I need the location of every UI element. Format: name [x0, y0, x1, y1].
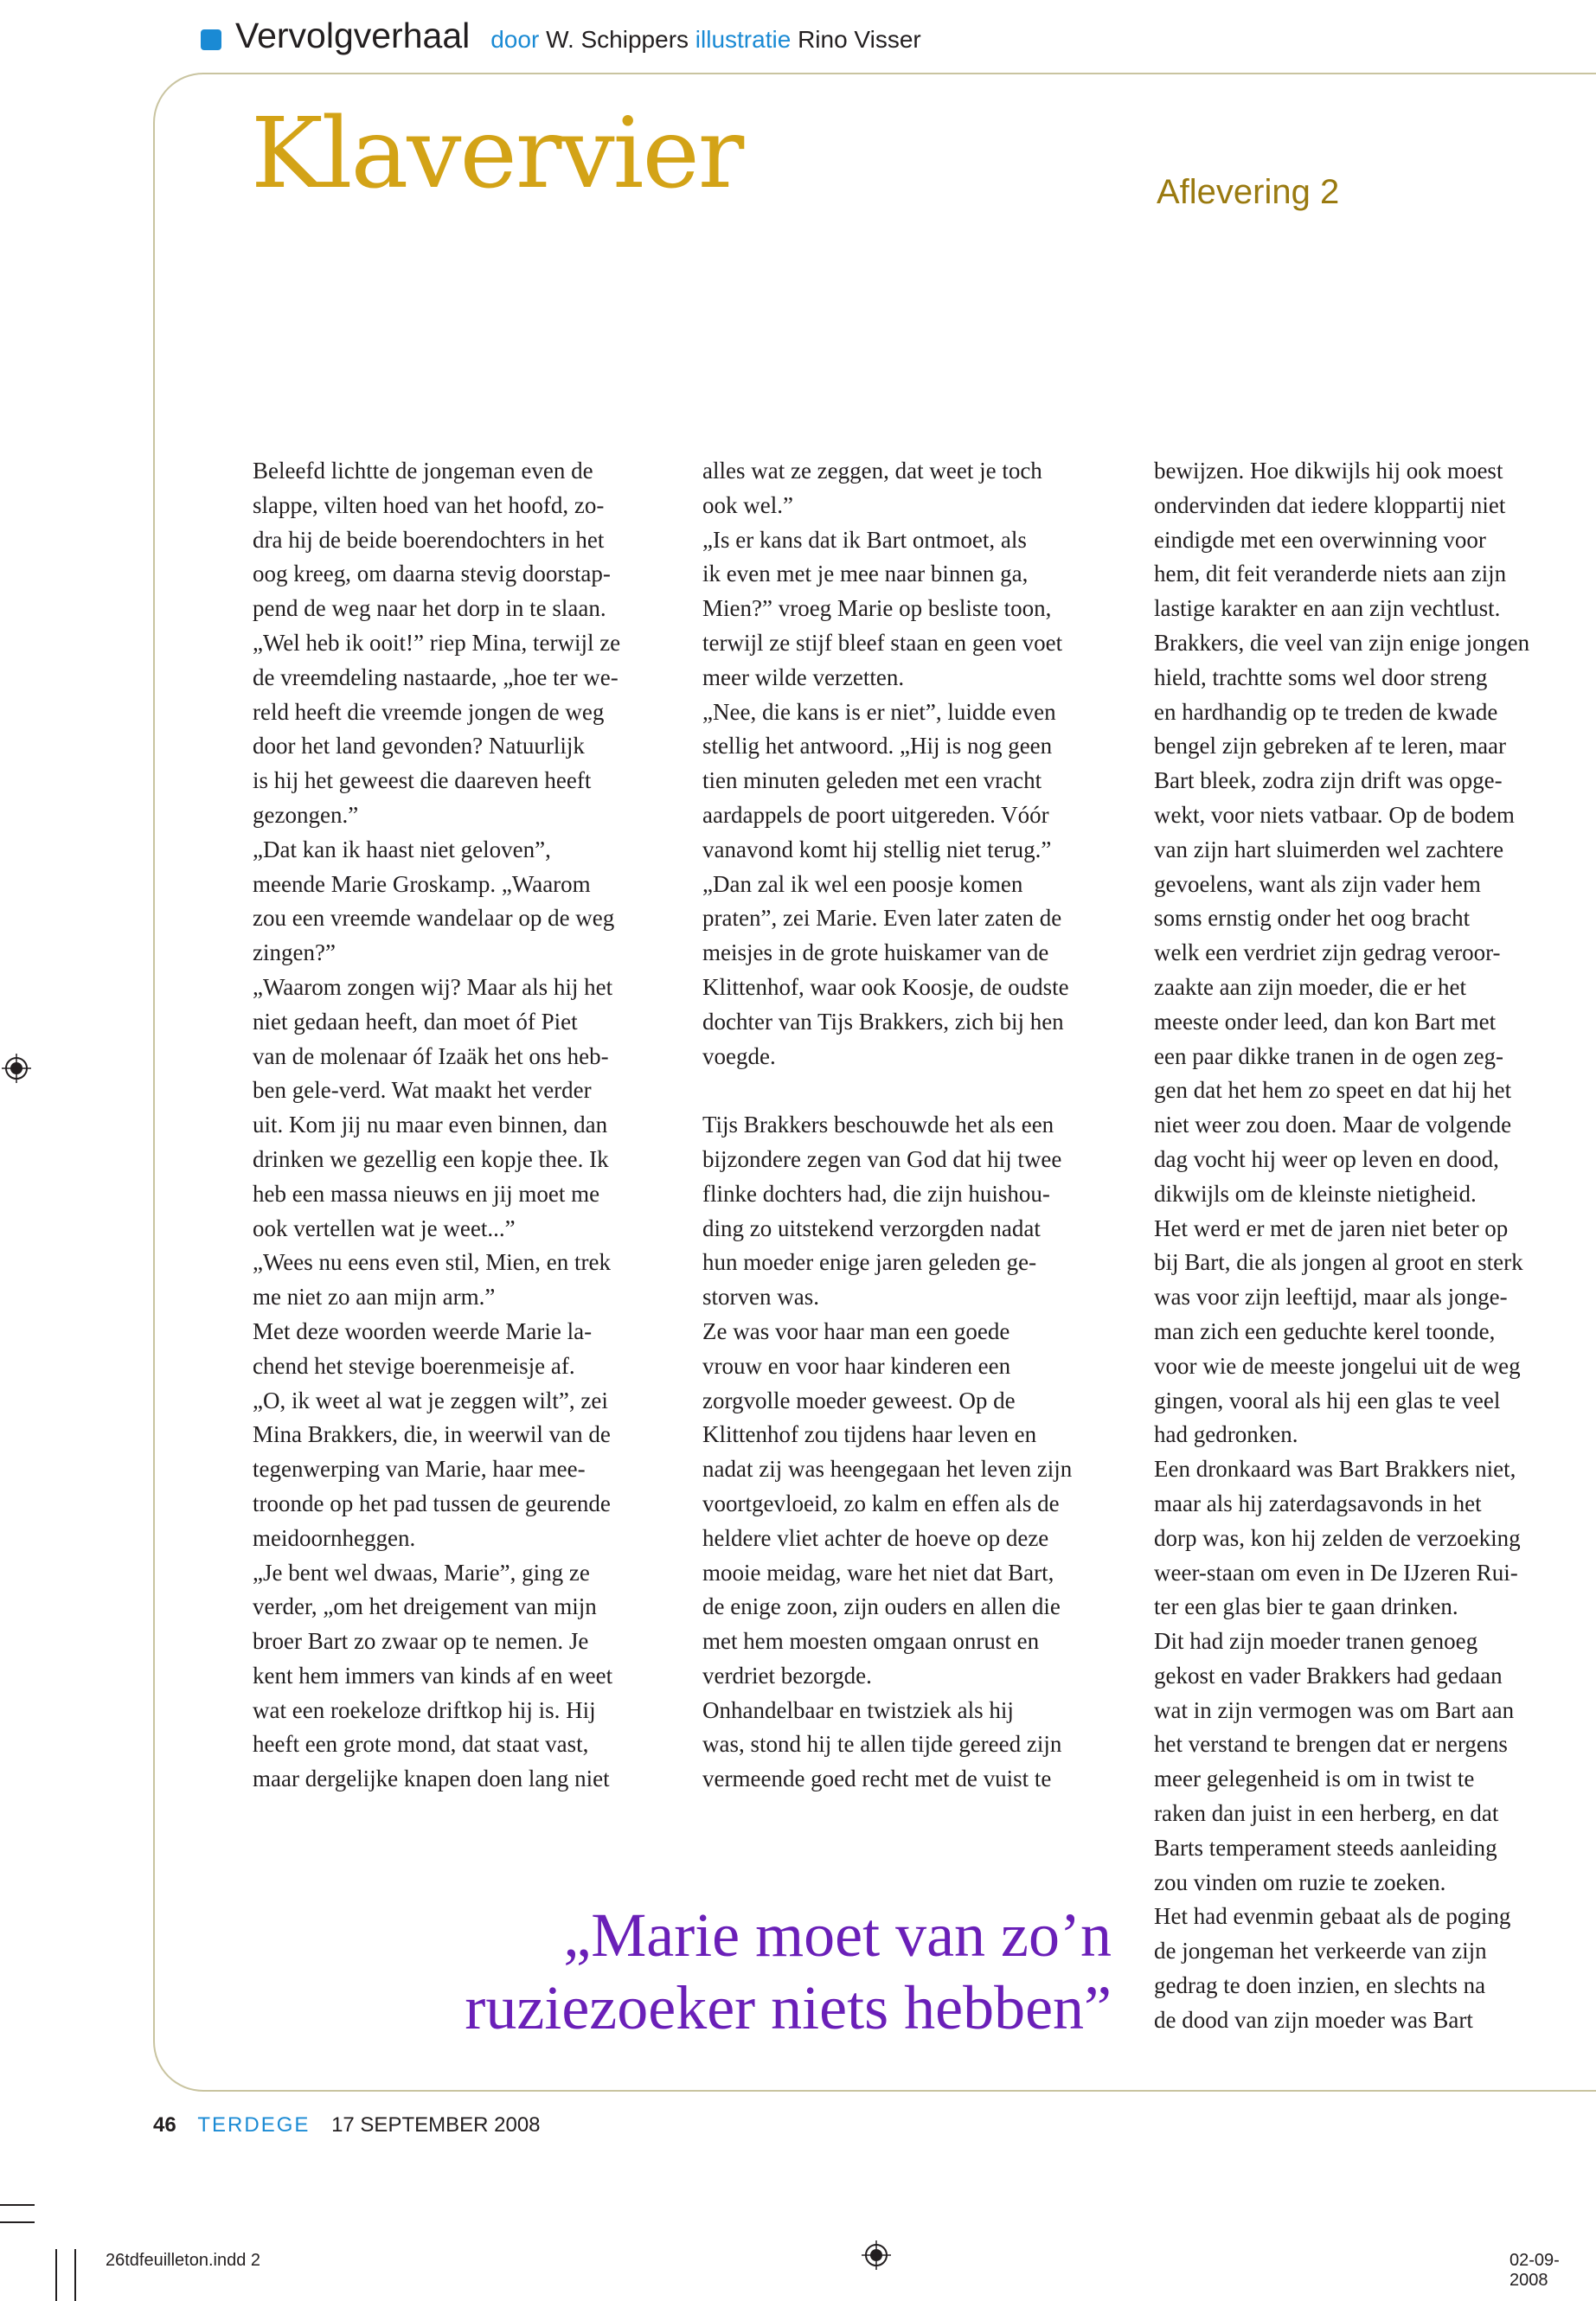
body-text-line: bijzondere zegen van God dat hij twee	[702, 1145, 1062, 1172]
text-column-2	[702, 454, 1126, 1797]
body-text-line: „Wel heb ik ooit!” riep Mina, terwijl ze	[253, 629, 621, 656]
body-text-line: welk een verdriet zijn gedrag veroor-	[1154, 939, 1501, 966]
body-text-line: ook vertellen wat je weet...”	[253, 1215, 516, 1241]
author-name: W. Schippers	[546, 26, 689, 53]
section-title: Vervolgverhaal	[235, 16, 471, 55]
text-column-1	[253, 454, 676, 1797]
page-number: 46	[153, 2113, 176, 2137]
body-text-line: het verstand te brengen dat er nergens	[1154, 1731, 1508, 1758]
body-text-line: „Waarom zongen wij? Maar als hij het	[253, 973, 613, 1000]
body-text-line: Brakkers, die veel van zijn enige jongen	[1154, 629, 1530, 656]
body-text-line: verder, „om het dreigement van mijn	[253, 1593, 597, 1620]
body-text-line: vrouw en voor haar kinderen een	[702, 1352, 1011, 1379]
body-text-line: niet gedaan heeft, dan moet óf Piet	[253, 1008, 578, 1035]
issue-date: 17 SEPTEMBER 2008	[331, 2113, 541, 2137]
body-text-line: aardappels de poort uitgereden. Vóór	[702, 801, 1049, 828]
body-text-line: „Nee, die kans is er niet”, luidde even	[702, 698, 1056, 725]
body-text-line: gedrag te doen inzien, en slechts na	[1154, 1972, 1486, 1999]
body-text-line: reld heeft die vreemde jongen de weg	[253, 698, 605, 725]
body-text-line: de vreemdeling nastaarde, „hoe ter we-	[253, 663, 619, 690]
body-text-line: was, stond hij te allen tijde gereed zijn	[702, 1731, 1062, 1758]
body-text-line: me niet zo aan mijn arm.”	[253, 1284, 496, 1311]
body-text-line: ondervinden dat iedere kloppartij niet	[1154, 491, 1506, 518]
body-text-line: en hardhandig op te treden de kwade	[1154, 698, 1498, 725]
slug-filename: 26tdfeuilleton.indd 2	[106, 2251, 261, 2270]
body-text-line: meer wilde verzetten.	[702, 663, 905, 690]
body-text-line: stellig het antwoord. „Hij is nog geen	[702, 733, 1053, 760]
body-text-line: „Je bent wel dwaas, Marie”, ging ze	[253, 1559, 590, 1586]
body-text-line: Mien?” vroeg Marie op besliste toon,	[702, 595, 1052, 622]
body-text-line: door het land gevonden? Natuurlijk	[253, 733, 585, 760]
body-text-line: wat een roekeloze driftkop hij is. Hij	[253, 1696, 596, 1723]
by-label: door	[490, 26, 540, 53]
pull-quote-line: „Marie moet van zo’n	[563, 1900, 1112, 1970]
body-text-line: voortgevloeid, zo kalm en effen als de	[702, 1490, 1060, 1516]
body-text-line: Dit had zijn moeder tranen genoeg	[1154, 1628, 1478, 1655]
body-text-line: hem, dit feit veranderde niets aan zijn	[1154, 561, 1507, 587]
body-text-line: ter een glas bier te gaan drinken.	[1154, 1593, 1458, 1620]
body-text-line: bij Bart, die als jongen al groot en sterk	[1154, 1249, 1523, 1276]
body-text-line: zorgvolle moeder geweest. Op de	[702, 1387, 1016, 1413]
body-text-line: ding zo uitstekend verzorgden nadat	[702, 1215, 1041, 1241]
body-text-line: van de molenaar óf Izaäk het ons heb-	[253, 1042, 609, 1069]
body-text-line: „Dat kan ik haast niet geloven”,	[253, 836, 551, 862]
body-text-line: slappe, vilten hoed van het hoofd, zo-	[253, 491, 605, 518]
body-text-line: Klittenhof, waar ook Koosje, de oudste	[702, 973, 1069, 1000]
body-text-line: de jongeman het verkeerde van zijn	[1154, 1938, 1487, 1965]
section-marker-icon	[201, 29, 221, 50]
body-text-line: tegenwerping van Marie, haar mee-	[253, 1456, 586, 1483]
body-text-line: voor wie de meeste jongelui uit de weg	[1154, 1352, 1521, 1379]
page-footer	[153, 2113, 541, 2138]
body-text-line: zou vinden om ruzie te zoeken.	[1154, 1868, 1446, 1895]
body-text-line: dag vocht hij weer op leven en dood,	[1154, 1145, 1499, 1172]
body-text-line: dikwijls om de kleinste nietigheid.	[1154, 1180, 1477, 1207]
body-text-line: maar dergelijke knapen doen lang niet	[253, 1766, 610, 1792]
body-text-line: Onhandelbaar en twistziek als hij	[702, 1696, 1014, 1723]
body-text-line: eindigde met een overwinning voor	[1154, 526, 1486, 553]
body-text-line: gevoelens, want als zijn vader hem	[1154, 870, 1481, 897]
illustration-label: illustratie	[695, 26, 792, 53]
body-text-line: ik even met je mee naar binnen ga,	[702, 561, 1029, 587]
body-text-line: man zich een geduchte kerel toonde,	[1154, 1317, 1496, 1344]
body-text-line: Het werd er met de jaren niet beter op	[1154, 1215, 1509, 1241]
article-title: Klavervier	[251, 98, 743, 210]
body-text-line: vanavond komt hij stellig niet terug.”	[702, 836, 1052, 862]
body-text-line: gingen, vooral als hij een glas te veel	[1154, 1387, 1501, 1413]
body-text-line: „Dan zal ik wel een poosje komen	[702, 870, 1023, 897]
body-text-line: Mina Brakkers, die, in weerwil van de	[253, 1421, 611, 1448]
body-text-line: maar als hij zaterdagsavonds in het	[1154, 1490, 1482, 1516]
body-text-line: Barts temperament steeds aanleiding	[1154, 1834, 1497, 1861]
body-text-line: Ze was voor haar man een goede	[702, 1317, 1010, 1344]
body-text-line: Beleefd lichtte de jongeman even de	[253, 458, 593, 484]
crop-mark	[55, 2249, 57, 2301]
body-text-line: praten”, zei Marie. Even later zaten de	[702, 905, 1062, 932]
body-text-line: een paar dikke tranen in de ogen zeg-	[1154, 1042, 1504, 1069]
body-text-line: drinken we gezellig een kopje thee. Ik	[253, 1145, 609, 1172]
episode-label: Aflevering 2	[1157, 173, 1340, 211]
body-text-line: tien minuten geleden met een vracht	[702, 767, 1042, 794]
crop-mark	[0, 2221, 35, 2223]
body-text-line: had gedronken.	[1154, 1421, 1298, 1448]
byline	[490, 26, 920, 54]
body-text-line: storven was.	[702, 1284, 819, 1311]
body-text-line: voegde.	[702, 1042, 776, 1069]
body-text-line: zou een vreemde wandelaar op de weg	[253, 905, 615, 932]
body-text-line: Het had evenmin gebaat als de poging	[1154, 1903, 1511, 1930]
body-text-line: Een dronkaard was Bart Brakkers niet,	[1154, 1456, 1516, 1483]
body-text-line: zingen?”	[253, 939, 336, 966]
body-text-line: bewijzen. Hoe dikwijls hij ook moest	[1154, 458, 1503, 484]
body-text-line: gekost en vader Brakkers had gedaan	[1154, 1662, 1503, 1689]
body-text-line: zaakte aan zijn moeder, die er het	[1154, 973, 1466, 1000]
body-text-line: meidoornheggen.	[253, 1524, 416, 1551]
body-text-line: is hij het geweest die daareven heeft	[253, 767, 592, 794]
body-text-line: „O, ik weet al wat je zeggen wilt”, zei	[253, 1387, 608, 1413]
body-text-line: soms ernstig onder het oog bracht	[1154, 905, 1471, 932]
pull-quote-line: ruziezoeker niets hebben”	[465, 1973, 1112, 2042]
body-text-line: heeft een grote mond, dat staat vast,	[253, 1731, 589, 1758]
body-text-line: vermeende goed recht met de vuist te	[702, 1766, 1052, 1792]
body-text-line: „Is er kans dat ik Bart ontmoet, als	[702, 526, 1027, 553]
body-text-line: was voor zijn leeftijd, maar als jonge-	[1154, 1284, 1508, 1311]
body-text-line: dorp was, kon hij zelden de verzoeking	[1154, 1524, 1521, 1551]
body-text-line: hield, trachtte soms wel door streng	[1154, 663, 1488, 690]
body-text-line: flinke dochters had, die zijn huishou-	[702, 1180, 1050, 1207]
body-text-line: van zijn hart sluimerden wel zachtere	[1154, 836, 1504, 862]
body-text-line: wekt, voor niets vatbaar. Op de bodem	[1154, 801, 1515, 828]
body-text-line: oog kreeg, om daarna stevig doorstap-	[253, 561, 611, 587]
body-text-line: heldere vliet achter de hoeve op deze	[702, 1524, 1049, 1551]
body-text-line: wat in zijn vermogen was om Bart aan	[1154, 1696, 1515, 1723]
body-text-line: „Wees nu eens even stil, Mien, en trek	[253, 1249, 611, 1276]
registration-mark-icon	[2, 1054, 31, 1083]
body-text-line: ben gele-verd. Wat maakt het verder	[253, 1077, 592, 1104]
body-text-line: kent hem immers van kinds af en weet	[253, 1662, 613, 1689]
magazine-name: TERDEGE	[197, 2113, 311, 2137]
body-text-line: alles wat ze zeggen, dat weet je toch	[702, 458, 1042, 484]
body-text-line: gen dat het hem zo speet en dat hij het	[1154, 1077, 1512, 1104]
crop-mark	[0, 2204, 35, 2206]
body-text-line: niet weer zou doen. Maar de volgende	[1154, 1112, 1512, 1138]
slug-date: 02-09-2008	[1509, 2251, 1560, 2290]
body-text-line: Klittenhof zou tijdens haar leven en	[702, 1421, 1037, 1448]
body-text-line: met hem moesten omgaan onrust en	[702, 1628, 1040, 1655]
body-text-line: lastige karakter en aan zijn vechtlust.	[1154, 595, 1501, 622]
crop-mark	[74, 2249, 76, 2301]
body-text-line: heb een massa nieuws en jij moet me	[253, 1180, 600, 1207]
body-text-line: uit. Kom jij nu maar even binnen, dan	[253, 1112, 608, 1138]
body-text-line: broer Bart zo zwaar op te nemen. Je	[253, 1628, 589, 1655]
body-text-line: hun moeder enige jaren geleden ge-	[702, 1249, 1037, 1276]
registration-mark-icon	[862, 2240, 891, 2270]
body-text-line: verdriet bezorgde.	[702, 1662, 872, 1689]
body-text-line: pend de weg naar het dorp in te slaan.	[253, 595, 606, 622]
body-text-line: weer-staan om even in De IJzeren Rui-	[1154, 1559, 1518, 1586]
body-text-line: mooie meidag, ware het niet dat Bart,	[702, 1559, 1054, 1586]
body-text-line: de enige zoon, zijn ouders en allen die	[702, 1593, 1061, 1620]
body-text-line: meeste onder leed, dan kon Bart met	[1154, 1008, 1497, 1035]
body-text-line: gezongen.”	[253, 801, 359, 828]
body-text-line: terwijl ze stijf bleef staan en geen voet	[702, 629, 1063, 656]
body-text-line: Tijs Brakkers beschouwde het als een	[702, 1112, 1054, 1138]
body-text-line: troonde op het pad tussen de geurende	[253, 1490, 611, 1516]
body-text-line: meende Marie Groskamp. „Waarom	[253, 870, 591, 897]
body-text-line: Met deze woorden weerde Marie la-	[253, 1317, 593, 1344]
body-text-line: dra hij de beide boerendochters in het	[253, 526, 605, 553]
body-text-line: raken dan juist in een herberg, en dat	[1154, 1800, 1499, 1827]
body-text-line: chend het stevige boerenmeisje af.	[253, 1352, 575, 1379]
body-text-line: dochter van Tijs Brakkers, zich bij hen	[702, 1008, 1064, 1035]
section-header	[201, 16, 921, 64]
body-text-line: meisjes in de grote huiskamer van de	[702, 939, 1049, 966]
body-text-line: nadat zij was heengegaan het leven zijn	[702, 1456, 1073, 1483]
body-text-line: bengel zijn gebreken af te leren, maar	[1154, 733, 1507, 760]
text-column-3	[1154, 454, 1578, 2038]
body-text-line	[702, 1074, 1126, 1108]
body-text-line: ook wel.”	[702, 491, 793, 518]
illustrator-name: Rino Visser	[798, 26, 921, 53]
body-text-line: de dood van zijn moeder was Bart	[1154, 2006, 1473, 2033]
pull-quote	[465, 1899, 1112, 2044]
body-text-line: Bart bleek, zodra zijn drift was opge-	[1154, 767, 1503, 794]
body-text-line: meer gelegenheid is om in twist te	[1154, 1766, 1475, 1792]
